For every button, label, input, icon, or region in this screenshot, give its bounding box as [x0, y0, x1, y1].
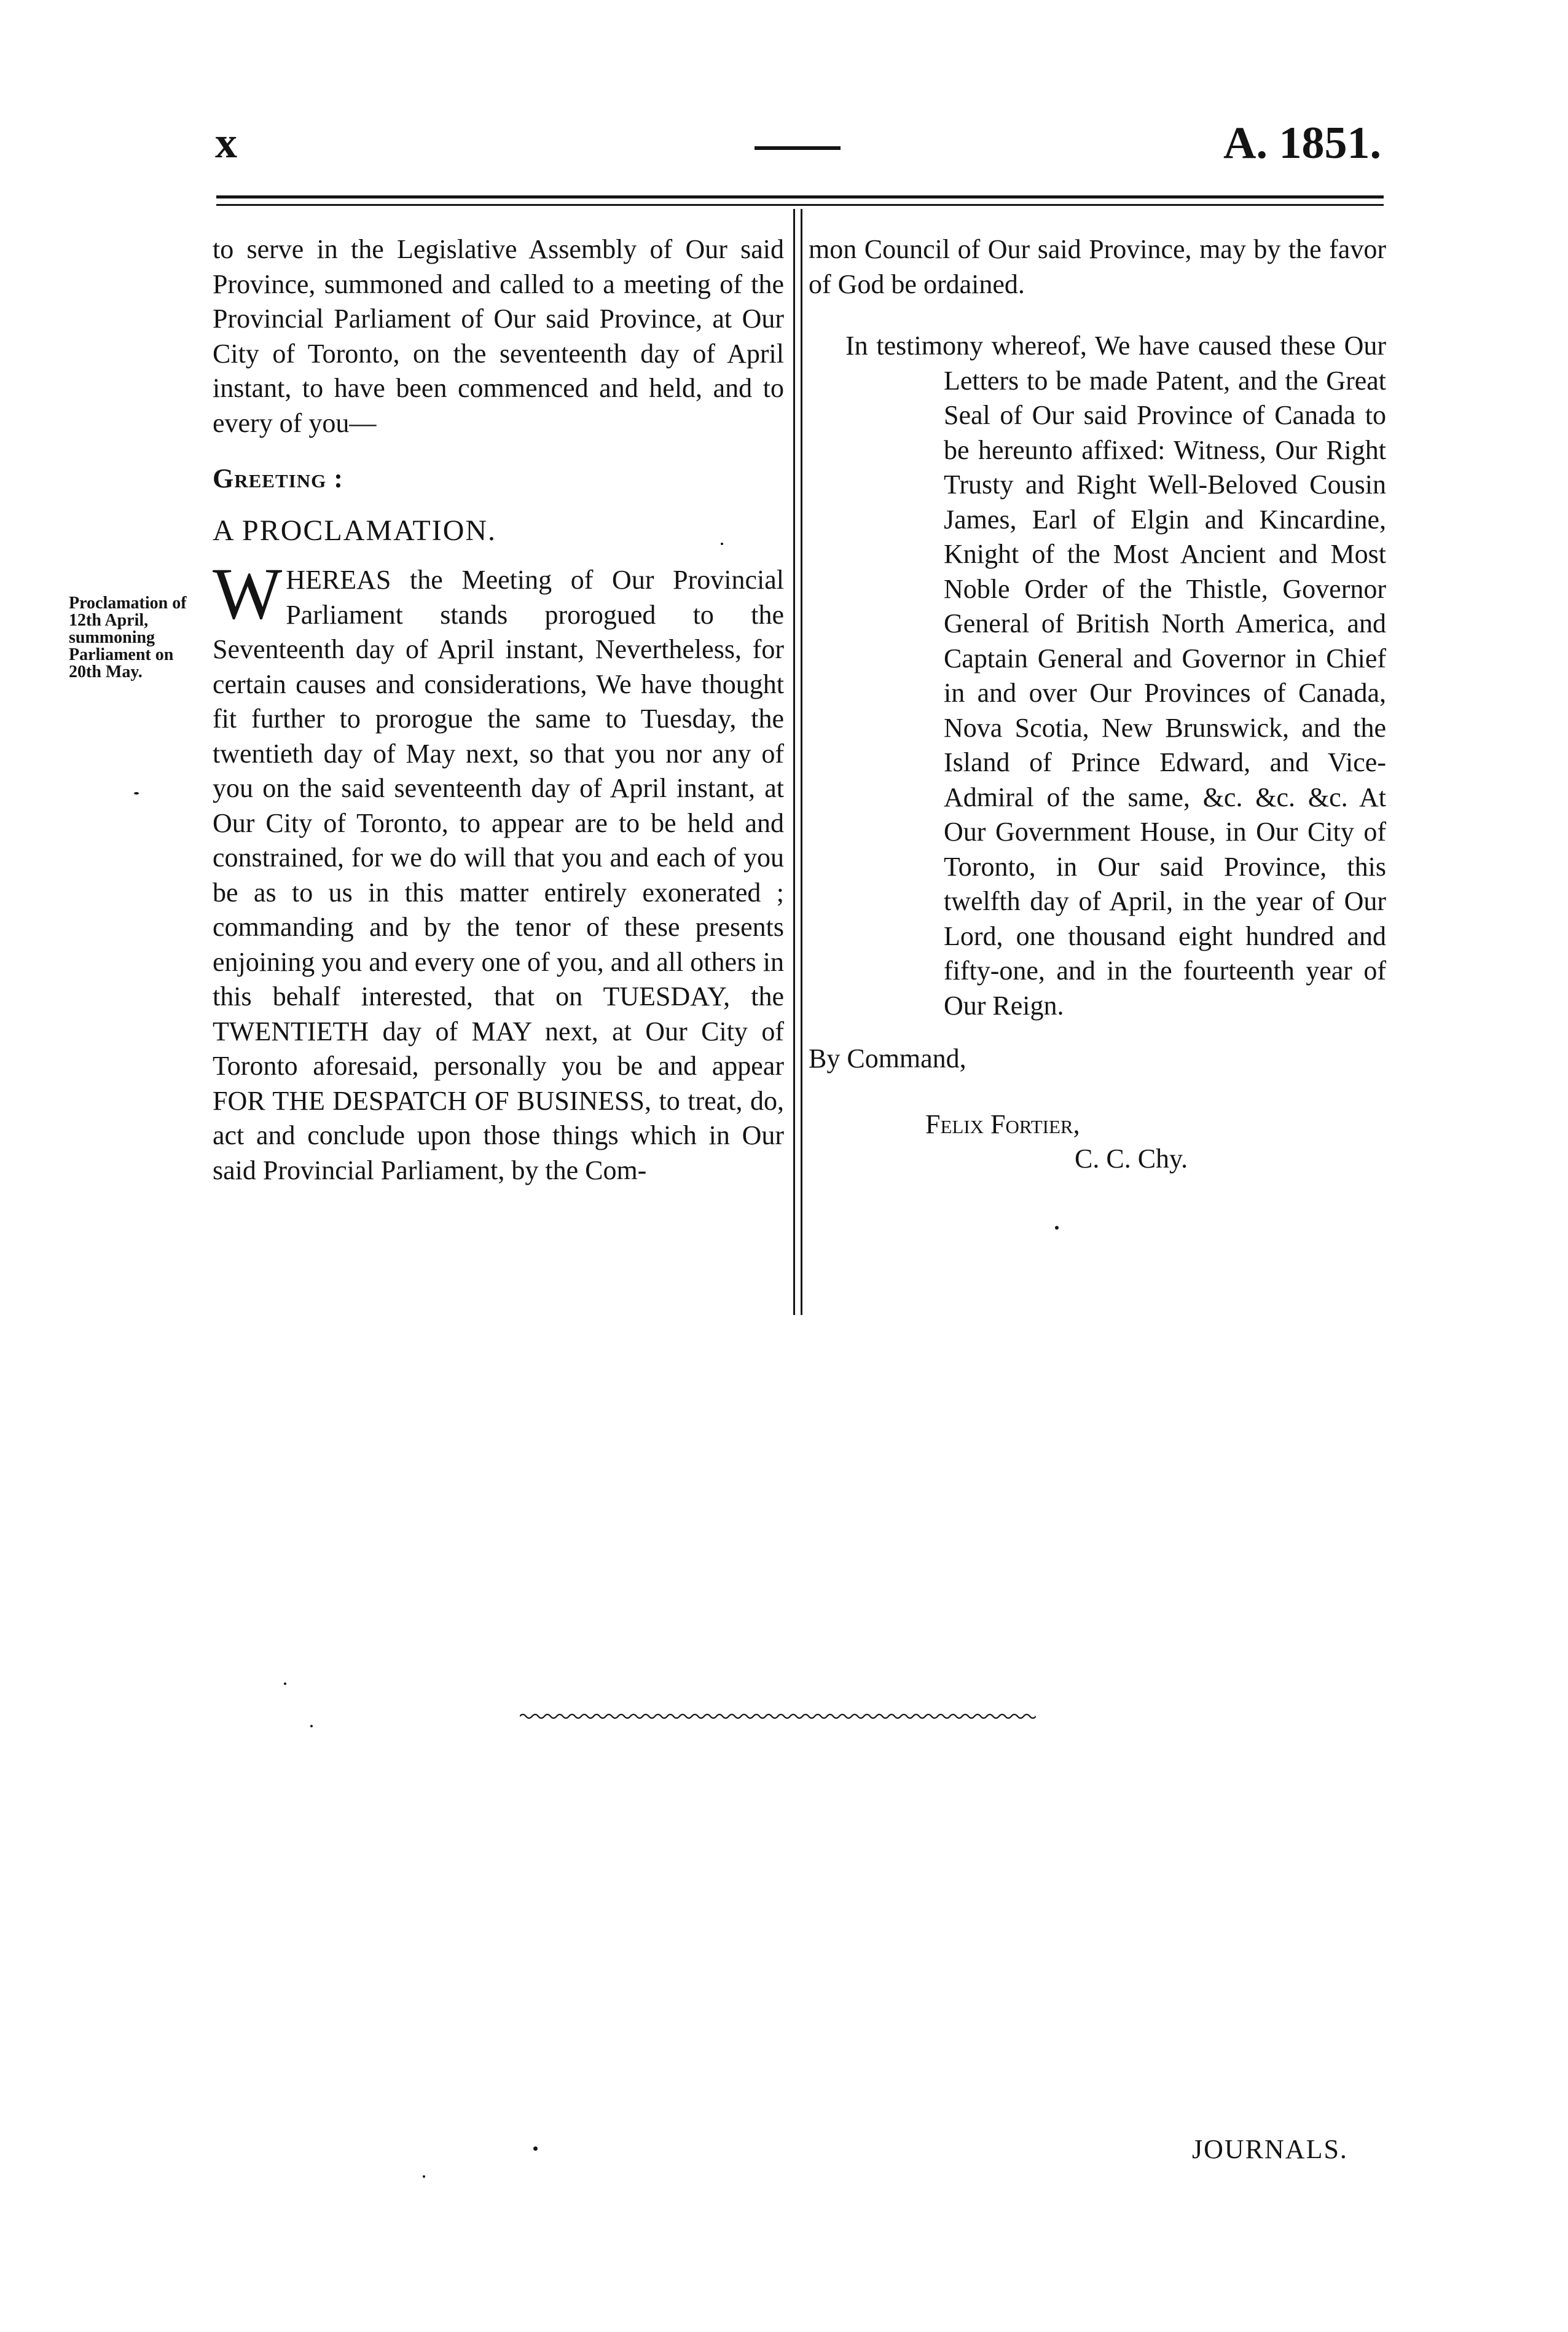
- page-year: A. 1851.: [1223, 118, 1381, 168]
- speck: [310, 1725, 313, 1727]
- speck: [284, 1682, 286, 1685]
- proclamation-body: [213, 552, 784, 1188]
- page-number: x: [215, 118, 237, 167]
- signatory-title: C. C. Chy.: [1075, 1144, 1188, 1174]
- left-column: [213, 232, 784, 1188]
- column-divider-left: [793, 209, 795, 1315]
- speck: [134, 792, 139, 795]
- speck: [1055, 1226, 1059, 1230]
- wavy-divider: [520, 1713, 1036, 1720]
- testimony-clause: In testimony whereof, We have caused these Our Letters to be made Patent, and the Great Seal of Our said Province of Canada to be hereunto affixed: Witness, Our Right Trusty and Right Well-Beloved Cousin James, Earl of Elgin and Kincardine, Knight of the Most Ancient and Most Noble Order of the Thistle, Governor General of British North America, and Captain General and Governor in Chief in and over Our Provinces of Canada, Nova Scotia, New Brunswick, and the Island of Prince Edward, and Vice-Admiral of the same, &c. &c. &c. At Our Government House, in Our City of Toronto, in Our said Province, this twelfth day of April, in the year of Our Lord, one thousand eight hundred and fifty-one, and in the fourteenth year of Our Reign.: [845, 331, 1386, 1021]
- header-rule-thick: [216, 195, 1384, 198]
- catchword: JOURNALS.: [1192, 2134, 1348, 2164]
- speck: [423, 2175, 425, 2178]
- right-column: [809, 232, 1386, 1177]
- greeting: Greeting :: [213, 463, 343, 493]
- proclamation-heading: A PROCLAMATION.: [213, 514, 497, 547]
- signatory-name: Felix Fortier,: [925, 1109, 1080, 1139]
- header-rule-thin: [216, 204, 1384, 206]
- header-dash: [755, 146, 841, 150]
- writ-intro: to serve in the Legislative Assembly of Our said Province, summoned and called to a meeting of the Provincial Parliament of Our said Province, at Our City of Toronto, on the seventeenth day of April instant, to have been commenced and held, and to every of you—: [213, 234, 784, 438]
- column-divider-right: [801, 209, 802, 1315]
- by-command: By Command,: [809, 1043, 966, 1074]
- proclamation-body-text: HEREAS the Meeting of Our Provincial Parliament stands prorogued to the Seventeenth day of April instant, Nevertheless, for certain causes and considerations, We have thought fit further to prorogue the same to Tuesday, the twentieth day of May next, so that you nor any of you on the said seventeenth day of April instant, at Our City of Toronto, to appear are to be held and constrained, for we do will that you and each of you be as to us in this matter entirely exonerated ; commanding and by the tenor of these presents enjoining you and every one of you, and all others in this behalf interested, that on TUESDAY, the TWENTIETH day of MAY next, at Our City of Toronto aforesaid, personally you be and appear FOR THE DESPATCH OF BUSINESS, to treat, do, act and conclude upon those things which in Our said Provincial Parliament, by the Com-: [213, 565, 784, 1185]
- drop-cap: W: [213, 552, 283, 634]
- speck: [721, 543, 723, 545]
- continuation-text: mon Council of Our said Province, may by the favor of God be ordained.: [809, 234, 1386, 299]
- speck: [533, 2146, 538, 2151]
- margin-note: Proclamation of 12th April, summoning Parliament on 20th May.: [69, 594, 187, 681]
